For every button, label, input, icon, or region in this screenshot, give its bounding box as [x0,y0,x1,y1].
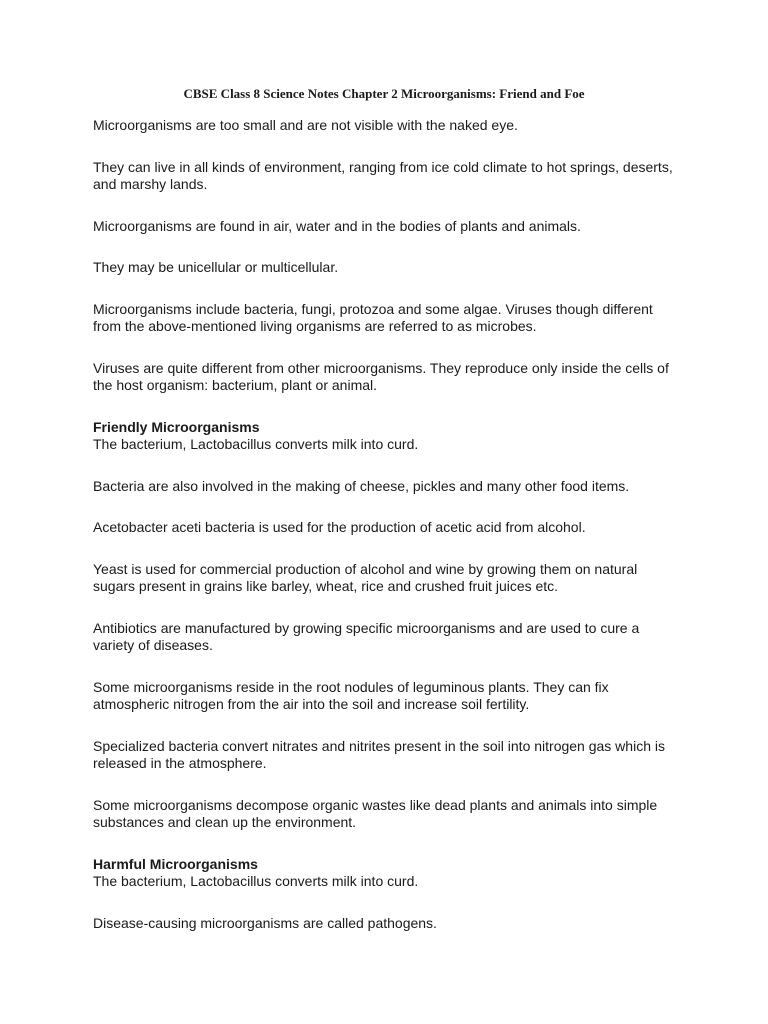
paragraph: Some microorganisms decompose organic wastes like dead plants and animals into simple substances and clean up the environment. [93,796,658,830]
paragraph: Microorganisms include bacteria, fungi, protozoa and some algae. Viruses though different from the above-mentioned living organisms are referred to as microbes. [93,300,653,334]
paragraph: Some microorganisms reside in the root nodules of leguminous plants. They can fix atmospheric nitrogen from the air into the soil and increase soil fertility. [93,678,609,712]
friendly-section [93,419,683,454]
paragraph: The bacterium, Lactobacillus converts milk into curd. [93,436,419,452]
paragraph: They can live in all kinds of environment, ranging from ice cold climate to hot springs, deserts, and marshy lands. [93,158,673,192]
paragraph: Antibiotics are manufactured by growing specific microorganisms and are used to cure a variety of diseases. [93,619,640,653]
paragraph: Microorganisms are too small and are not visible with the naked eye. [93,117,518,133]
paragraph: Disease-causing microorganisms are called pathogens. [93,914,437,931]
page-title: CBSE Class 8 Science Notes Chapter 2 Microorganisms: Friend and Foe [183,86,585,101]
paragraph: They may be unicellular or multicellular. [93,259,339,275]
paragraph: Acetobacter aceti bacteria is used for the production of acetic acid from alcohol. [93,519,586,535]
paragraph: Viruses are quite different from other microorganisms. They reproduce only inside the cells of the host organism: bacterium, plant or animal. [93,359,669,393]
paragraph: The bacterium, Lactobacillus converts milk into curd. [93,873,419,889]
document-body [93,117,683,956]
paragraph: Specialized bacteria convert nitrates and nitrites present in the soil into nitrogen gas which is released in the atmosphere. [93,737,665,771]
section-heading-harmful: Harmful Microorganisms [93,855,258,872]
harmful-section [93,856,683,891]
section-heading-friendly: Friendly Microorganisms [93,418,260,435]
paragraph: Yeast is used for commercial production of alcohol and wine by growing them on natural sugars present in grains like barley, wheat, rice and crushed fruit juices etc. [93,560,638,594]
paragraph: Microorganisms are found in air, water and in the bodies of plants and animals. [93,217,581,234]
paragraph: Bacteria are also involved in the making of cheese, pickles and many other food items. [93,477,630,494]
